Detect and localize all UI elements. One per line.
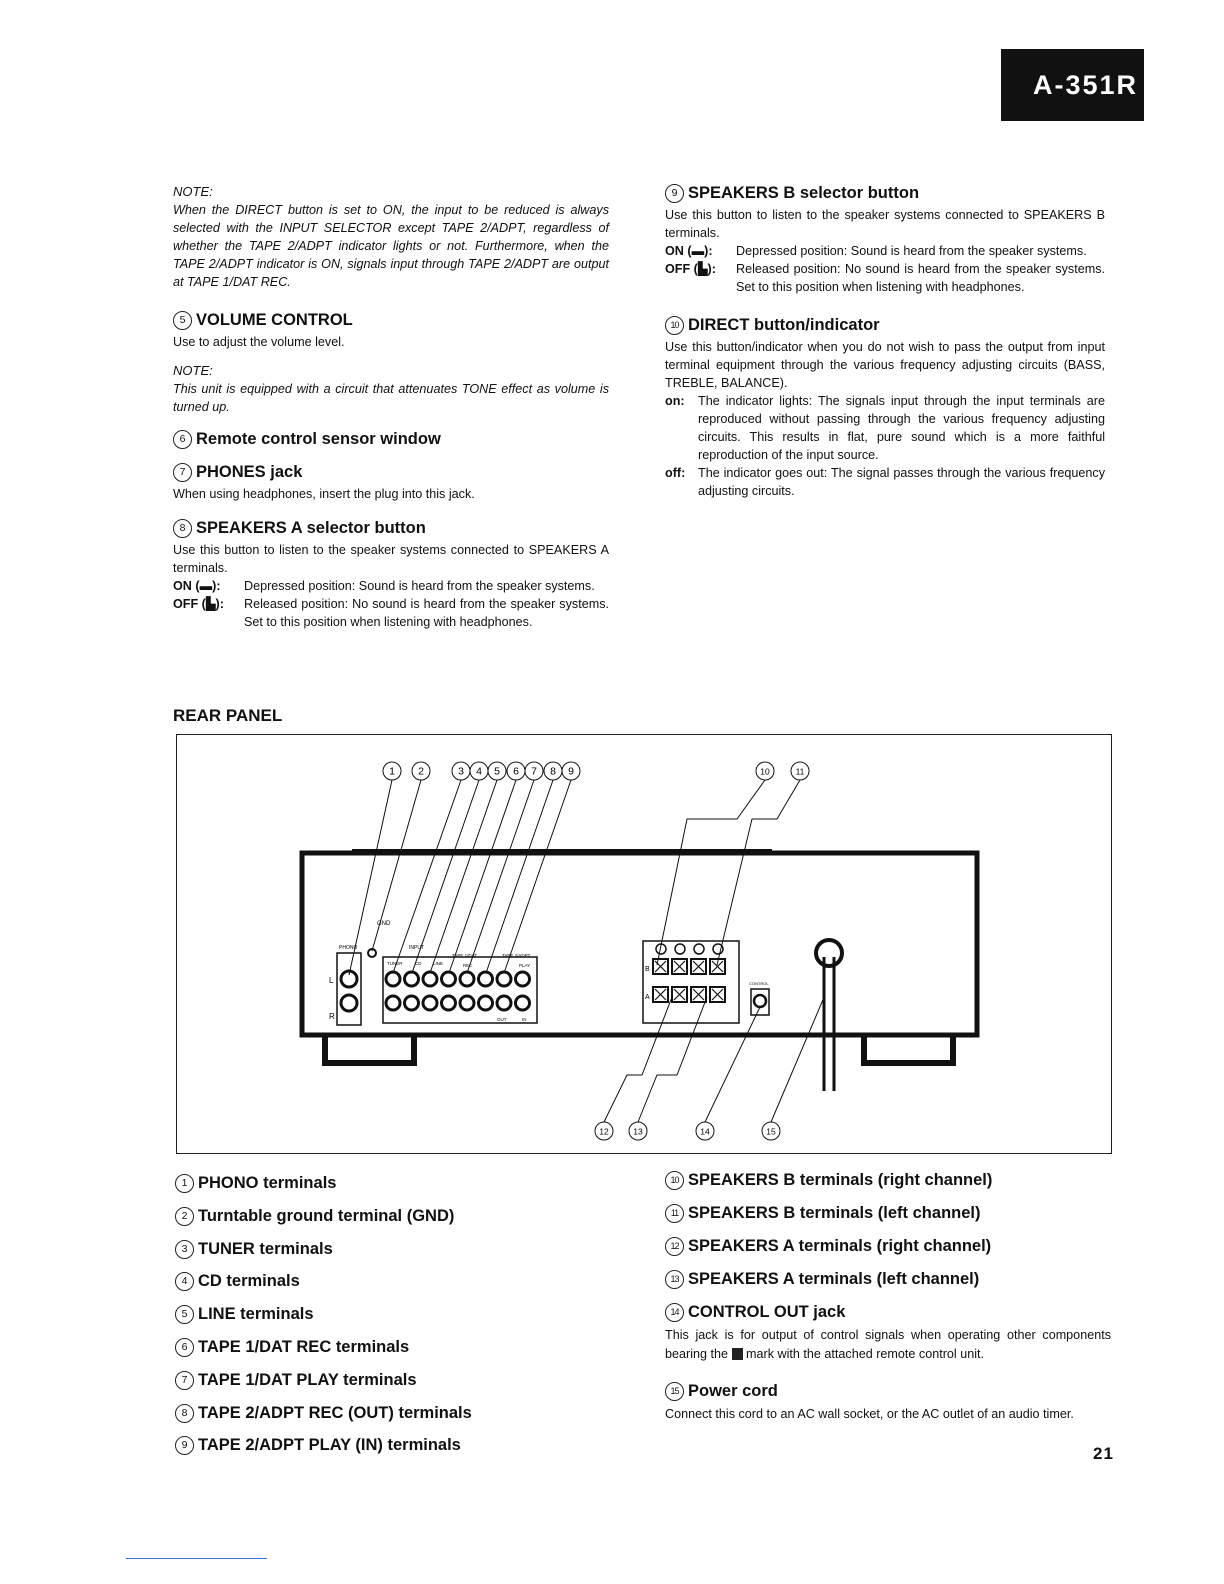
callout-number: 14 bbox=[700, 1126, 710, 1137]
top-right-callouts bbox=[756, 762, 809, 780]
callout-number: 10 bbox=[760, 766, 770, 777]
section-text: Connect this cord to an AC wall socket, or the AC outlet of an audio timer. bbox=[665, 1407, 1074, 1421]
legend-label: TAPE 1/DAT REC terminals bbox=[198, 1338, 410, 1356]
legend-label: SPEAKERS A terminals (left channel) bbox=[688, 1270, 980, 1288]
right-column bbox=[665, 182, 1105, 500]
callout-number: 7 bbox=[175, 1371, 194, 1390]
control-out-text-part2: mark with the attached remote control unit. bbox=[746, 1347, 985, 1361]
callout-4 bbox=[470, 762, 488, 780]
callout-number: 6 bbox=[513, 765, 519, 778]
callout-number: 10 bbox=[665, 316, 684, 335]
callout-6 bbox=[507, 762, 525, 780]
legend-item bbox=[175, 1371, 417, 1390]
label-speaker-a: A bbox=[645, 994, 650, 1001]
definition-value: The indicator goes out: The signal passes through the various frequency adjusting circuits. bbox=[698, 466, 1105, 498]
label-control: CONTROL bbox=[749, 981, 769, 986]
rear-panel-title: REAR PANEL bbox=[173, 706, 283, 725]
callout-number: 7 bbox=[531, 765, 537, 778]
section-text: Use this button to listen to the speaker systems connected to SPEAKERS B terminals. bbox=[665, 208, 1105, 240]
footer-rule bbox=[126, 1558, 267, 1559]
callout-number: 12 bbox=[665, 1237, 684, 1256]
callout-number: 5 bbox=[175, 1305, 194, 1324]
legend-item bbox=[665, 1204, 980, 1223]
definition-value: Released position: No sound is heard from the speaker systems. Set to this position when listening with headphones. bbox=[244, 597, 609, 629]
legend-label: TAPE 1/DAT PLAY terminals bbox=[198, 1370, 417, 1389]
legend-label: PHONO terminals bbox=[198, 1174, 337, 1192]
callout-number: 4 bbox=[175, 1272, 194, 1291]
legend-label: TUNER terminals bbox=[198, 1239, 333, 1258]
chassis-top-stripe bbox=[352, 849, 772, 855]
section-volume-control bbox=[173, 309, 609, 331]
callout-number: 12 bbox=[599, 1126, 609, 1137]
section-title: SPEAKERS A selector button bbox=[196, 519, 426, 537]
note-text: When the DIRECT button is set to ON, the input to be reduced is always selected with the INPUT SELECTOR except TAPE 2/ADPT, regardless of whether the TAPE 2/ADPT indicator lights or not. Furthermore, when the TAPE 2/ADPT indicator is ON, signals input through TAPE 2/ADPT are output at TAPE 1/DAT REC. bbox=[173, 203, 609, 289]
callout-number: 5 bbox=[494, 765, 500, 778]
section-title: DIRECT button/indicator bbox=[688, 316, 880, 334]
callout-number: 3 bbox=[175, 1240, 194, 1259]
callout-14 bbox=[696, 1122, 714, 1140]
label-in: IN bbox=[522, 1017, 527, 1022]
label-tape2: TAPE 2/ADPT bbox=[502, 953, 531, 958]
note-heading: NOTE: bbox=[173, 184, 213, 199]
section-text: Use this button/indicator when you do not wish to pass the output from input terminal equipment through the various frequency adjusting circuits (BASS, TREBLE, BALANCE). bbox=[665, 340, 1105, 390]
callout-number: 11 bbox=[795, 766, 805, 777]
label-play: PLAY bbox=[519, 963, 531, 968]
left-column bbox=[173, 183, 609, 631]
callout-number: 5 bbox=[173, 311, 192, 330]
note-text: This unit is equipped with a circuit that attenuates TONE effect as volume is turned up. bbox=[173, 382, 609, 414]
callout-number: 9 bbox=[568, 765, 574, 778]
legend-label: CONTROL OUT jack bbox=[688, 1303, 846, 1321]
rear-panel-diagram bbox=[176, 734, 1112, 1154]
definition-key: OFF (▙): bbox=[665, 262, 716, 276]
callout-number: 14 bbox=[665, 1303, 684, 1322]
definition-value: Depressed position: Sound is heard from the speaker systems. bbox=[244, 579, 595, 593]
label-line: LINE bbox=[433, 961, 444, 966]
callout-number: 4 bbox=[476, 765, 482, 778]
callout-number: 13 bbox=[633, 1126, 643, 1137]
legend-label: SPEAKERS B terminals (left channel) bbox=[688, 1204, 981, 1222]
callout-number: 11 bbox=[665, 1204, 684, 1223]
power-cord-heading bbox=[665, 1380, 1111, 1402]
callout-number: 3 bbox=[458, 765, 464, 778]
control-out-description bbox=[665, 1326, 1111, 1364]
definition-key: on: bbox=[665, 394, 685, 408]
definition-on bbox=[665, 242, 1105, 260]
definition-key: ON (▬): bbox=[665, 244, 713, 258]
remote-mark-icon bbox=[732, 1348, 743, 1360]
section-text: Use to adjust the volume level. bbox=[173, 335, 345, 349]
bottom-callouts bbox=[595, 1122, 780, 1140]
definition-on bbox=[665, 392, 1105, 464]
control-out-text-part1: This jack is for output of control signals when operating other components bearing the bbox=[665, 1328, 1111, 1361]
definition-key: ON (▬): bbox=[173, 579, 221, 593]
definition-key: OFF (▙): bbox=[173, 597, 224, 611]
legend-label: Turntable ground terminal (GND) bbox=[198, 1206, 455, 1225]
section-title: Power cord bbox=[688, 1382, 778, 1400]
label-cd: CD bbox=[415, 961, 422, 966]
section-title: Remote control sensor window bbox=[196, 430, 441, 448]
definition-off bbox=[173, 595, 609, 631]
rear-panel-illustration bbox=[177, 735, 1111, 1153]
callout-number: 8 bbox=[173, 519, 192, 538]
label-tape1: TAPE 1/DAT bbox=[452, 953, 478, 958]
callout-number: 1 bbox=[389, 765, 395, 778]
callout-5 bbox=[488, 762, 506, 780]
definition-value: Released position: No sound is heard from the speaker systems. Set to this position when listening with headphones. bbox=[736, 262, 1105, 294]
legend-label: SPEAKERS A terminals (right channel) bbox=[688, 1237, 992, 1255]
label-tuner: TUNER bbox=[387, 961, 403, 966]
legend-label: LINE terminals bbox=[198, 1305, 314, 1324]
legend-item bbox=[175, 1338, 409, 1357]
definition-off bbox=[665, 260, 1105, 296]
page-number: 21 bbox=[1093, 1444, 1114, 1463]
callout-9 bbox=[562, 762, 580, 780]
label-out: OUT bbox=[497, 1017, 507, 1022]
legend-label: TAPE 2/ADPT PLAY (IN) terminals bbox=[198, 1436, 461, 1455]
label-input: INPUT bbox=[409, 945, 424, 951]
callout-number: 2 bbox=[418, 765, 424, 778]
callout-8 bbox=[544, 762, 562, 780]
legend-item bbox=[175, 1436, 461, 1455]
definition-on bbox=[173, 577, 609, 595]
label-l: L bbox=[329, 976, 334, 985]
callout-1 bbox=[383, 762, 401, 780]
section-power-cord bbox=[665, 1380, 1111, 1424]
callout-number: 15 bbox=[665, 1382, 684, 1401]
callout-number: 10 bbox=[665, 1171, 684, 1190]
callout-3 bbox=[452, 762, 470, 780]
note-heading: NOTE: bbox=[173, 363, 213, 378]
section-title: PHONES jack bbox=[196, 463, 303, 481]
callout-number: 8 bbox=[175, 1404, 194, 1423]
callout-13 bbox=[629, 1122, 647, 1140]
legend-label: SPEAKERS B terminals (right channel) bbox=[688, 1171, 993, 1189]
callout-number: 1 bbox=[175, 1174, 194, 1193]
section-direct-button bbox=[665, 314, 1105, 336]
callout-number: 15 bbox=[766, 1126, 776, 1137]
callout-number: 13 bbox=[665, 1270, 684, 1289]
legend-item bbox=[175, 1174, 336, 1193]
section-title: SPEAKERS B selector button bbox=[688, 184, 920, 202]
callout-11 bbox=[791, 762, 809, 780]
legend-label: TAPE 2/ADPT REC (OUT) terminals bbox=[198, 1403, 472, 1422]
legend-item bbox=[665, 1237, 991, 1256]
model-name: A-351R bbox=[1032, 69, 1138, 100]
legend-item bbox=[175, 1207, 454, 1226]
label-rec: REC bbox=[463, 963, 473, 968]
foot-right bbox=[864, 1035, 953, 1063]
definition-key: off: bbox=[665, 466, 686, 480]
callout-number: 7 bbox=[173, 463, 192, 482]
definition-value: Depressed position: Sound is heard from the speaker systems. bbox=[736, 244, 1087, 258]
section-speakers-b-selector bbox=[665, 182, 1105, 204]
legend-item bbox=[175, 1404, 472, 1423]
callout-number: 8 bbox=[550, 765, 556, 778]
callout-number: 9 bbox=[175, 1436, 194, 1455]
callout-number: 6 bbox=[173, 430, 192, 449]
callout-10 bbox=[756, 762, 774, 780]
section-text: When using headphones, insert the plug into this jack. bbox=[173, 487, 475, 501]
callout-7 bbox=[525, 762, 543, 780]
definition-value: The indicator lights: The signals input through the input terminals are reproduced without passing through the various frequency adjusting circuits. This results in flat, pure sound which is a more faithful reproduction of the input source. bbox=[698, 394, 1105, 462]
section-phones-jack bbox=[173, 461, 609, 483]
callout-2 bbox=[412, 762, 430, 780]
legend-item bbox=[175, 1272, 300, 1291]
callout-15 bbox=[762, 1122, 780, 1140]
label-r: R bbox=[329, 1012, 335, 1021]
legend-item bbox=[175, 1240, 333, 1259]
legend-label: CD terminals bbox=[198, 1272, 300, 1291]
foot-left bbox=[325, 1035, 414, 1063]
legend-item bbox=[665, 1270, 979, 1289]
top-callouts bbox=[383, 762, 580, 780]
section-speakers-a-selector bbox=[173, 517, 609, 539]
callout-number: 6 bbox=[175, 1338, 194, 1357]
legend-item bbox=[175, 1305, 314, 1324]
legend-item bbox=[665, 1171, 992, 1190]
callout-number: 9 bbox=[665, 184, 684, 203]
label-speaker-b: B bbox=[645, 966, 650, 973]
legend-item bbox=[665, 1303, 845, 1322]
label-gnd: GND bbox=[377, 921, 391, 927]
section-text: Use this button to listen to the speaker systems connected to SPEAKERS A terminals. bbox=[173, 543, 609, 575]
section-remote-sensor bbox=[173, 428, 609, 450]
label-phono: PHONO bbox=[339, 945, 358, 951]
section-title: VOLUME CONTROL bbox=[196, 311, 353, 329]
callout-number: 2 bbox=[175, 1207, 194, 1226]
model-badge bbox=[1001, 49, 1144, 121]
definition-off bbox=[665, 464, 1105, 500]
callout-12 bbox=[595, 1122, 613, 1140]
